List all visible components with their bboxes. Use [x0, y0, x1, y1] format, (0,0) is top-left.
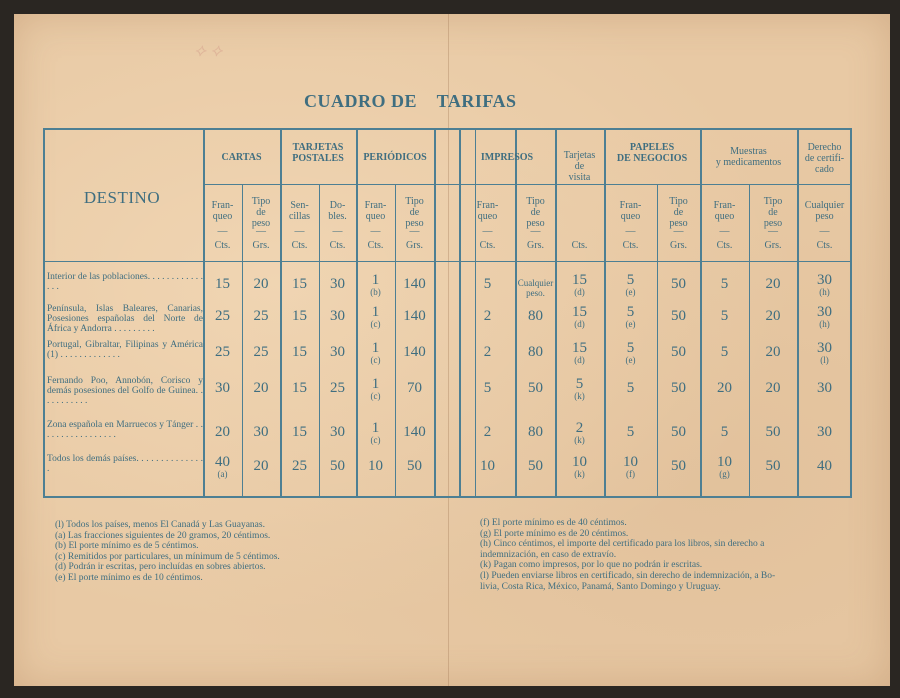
table-cell-value: 30 [330, 424, 345, 440]
subheader-dash: — [370, 226, 381, 237]
subheader-dash: — [719, 226, 730, 237]
subheader-label [395, 196, 434, 229]
column-rule [434, 128, 436, 498]
table-cell-value: Cualquier peso. [517, 278, 554, 298]
table-cell-note: (d) [574, 287, 585, 297]
table-cell-value: 140 [403, 424, 426, 440]
table-cell-note: (e) [625, 287, 636, 297]
table-cell-note: (k) [574, 469, 585, 479]
table-cell-value: 10 [623, 454, 638, 470]
header-impresos-line: IMPRESOS [480, 152, 534, 163]
header-tarjetas-postales-line: POSTALES [292, 153, 344, 164]
header-papeles [604, 142, 700, 164]
subheader-unit: Cts. [571, 240, 588, 251]
table-cell-value: 30 [817, 424, 832, 440]
subheader-dash: — [673, 226, 684, 237]
footnote-line: indemnización, en caso de extravío. [480, 549, 617, 560]
subheader-label-line: queo [477, 211, 498, 222]
subheader-unit: Cts. [329, 240, 346, 251]
header-tarjetas-visita-line: visita [568, 172, 591, 183]
row-label: Todos los demás países. . . . . . . . . . . . . . . [47, 454, 203, 474]
subheader-unit: Cts. [479, 240, 496, 251]
header-cartas [203, 152, 280, 163]
table-cell-value: 40 [215, 454, 230, 470]
subheader-label-line: de [768, 207, 778, 218]
header-papeles-line: DE NEGOCIOS [616, 153, 688, 164]
subheader-unit: Grs. [252, 240, 270, 251]
subheader-dash: — [294, 226, 305, 237]
subheader-label-line: Sen- [290, 200, 309, 211]
footnotes-right [480, 518, 775, 592]
footnote-line: (h) Cinco céntimos, el importe del certificado para los libros, sin derecho a [480, 539, 765, 550]
table-cell-note: (c) [370, 355, 381, 365]
subheader-label [242, 196, 280, 229]
table-cell-value: 140 [403, 276, 426, 292]
table-cell-note: (k) [574, 391, 585, 401]
table-left-rule [43, 128, 45, 498]
subheader-unit: Cts. [214, 240, 231, 251]
footnote-line: (b) El porte mínimo es de 5 céntimos. [55, 541, 199, 552]
table-cell-value: 10 [480, 458, 495, 474]
table-cell-value: 30 [330, 308, 345, 324]
subheader-label [657, 196, 700, 229]
table-cell-note: (c) [370, 435, 381, 445]
table-cell-value: 5 [626, 380, 635, 396]
header-muestras [700, 146, 797, 168]
subheader-label-line: queo [714, 211, 735, 222]
header-tarjetas-visita [555, 150, 604, 183]
table-cell-value: 20 [253, 276, 269, 292]
table-cell-value: 10 [368, 458, 383, 474]
table-cell-value: 25 [292, 458, 307, 474]
subheader-label-line: Tipo [526, 196, 545, 207]
table-cell-note: (l) [820, 355, 829, 365]
table-cell-value: 50 [671, 380, 686, 396]
header-certificado-line: de certifi- [804, 153, 845, 164]
header-tarjetas-visita-line: Tarjetas [563, 150, 596, 161]
row-label: Zona española en Marruecos y Tánger . . . . . . . . . . . . . . . . . [47, 420, 203, 440]
subheader-dash: — [530, 226, 541, 237]
tariff-table [43, 128, 852, 498]
table-cell-value: 20 [765, 276, 781, 292]
header-tarjetas-postales-line: TARJETAS [292, 142, 344, 153]
table-cell-note: (b) [370, 287, 381, 297]
subheader-label-line: peso [251, 218, 271, 229]
subheader-label-line: queo [620, 211, 641, 222]
table-cell-value: 50 [765, 458, 781, 474]
table-cell-value: 2 [483, 308, 492, 324]
table-cell-value: 1 [371, 420, 380, 436]
table-cell-value: 50 [528, 380, 543, 396]
subheader-label-line: cillas [288, 211, 311, 222]
table-cell-value: 30 [253, 424, 269, 440]
row-label: Fernando Poo, Annobón, Corisco y demás posesiones del Golfo de Guinea. . . . . . . . . . . [47, 376, 203, 406]
subheader-unit: Cts. [622, 240, 639, 251]
subheader-label-line: Fran- [713, 200, 736, 211]
table-cell-value: 20 [717, 380, 732, 396]
subheader-label-line: de [530, 207, 541, 218]
table-cell-value: 50 [671, 276, 686, 292]
table-cell-value: 5 [720, 424, 729, 440]
table-cell-value: 15 [292, 380, 307, 396]
header-impresos [459, 152, 555, 163]
table-cell-value: 50 [671, 458, 686, 474]
subheader-label-line: queo [365, 211, 386, 222]
table-cell-note: (h) [819, 287, 830, 297]
subheader-label [203, 200, 242, 222]
header-rule [203, 184, 850, 185]
footnote-line: (l) Todos los países, menos El Canadá y Las Guayanas. [55, 520, 265, 530]
subheader-label-line: queo [212, 211, 233, 222]
table-cell-value: 20 [765, 380, 781, 396]
subheader-unit: Cts. [291, 240, 308, 251]
footnote-line: livia, Costa Rica, México, Panamá, Santo Domingo y Uruguay. [480, 581, 721, 592]
subheader-unit: Grs. [764, 240, 782, 251]
table-cell-value: 1 [371, 304, 380, 320]
header-papeles-line: PAPELES [629, 142, 675, 153]
table-cell-note: (c) [370, 319, 381, 329]
subheader-label-line: Cualquier [804, 200, 845, 211]
header-tarjetas-visita-line: de [574, 161, 585, 172]
table-cell-note: (a) [217, 469, 228, 479]
table-cell-value: 5 [483, 380, 492, 396]
table-cell-value: 5 [626, 340, 635, 356]
subheader-label [516, 196, 555, 229]
table-cell-value: 30 [330, 276, 345, 292]
table-cell-value: 1 [371, 376, 380, 392]
subheader-label-line: peso [526, 218, 545, 229]
subheader-label [700, 200, 749, 222]
table-cell-note: (k) [574, 435, 585, 445]
subheader-dash: — [409, 226, 420, 237]
table-cell-value: 30 [817, 304, 832, 320]
footnote-line: (l) Pueden enviarse libros en certificado, sin derecho de indemnización, a Bo- [480, 570, 776, 581]
table-cell-value: 50 [671, 308, 686, 324]
subheader-label-line: Do- [329, 200, 346, 211]
table-cell-value: 5 [483, 276, 492, 292]
table-cell-value: 30 [817, 272, 832, 288]
table-cell-value: 140 [403, 344, 426, 360]
table-cell-value: 15 [292, 308, 307, 324]
subheader-label-line: bles. [328, 211, 347, 222]
table-cell-value: 20 [765, 344, 781, 360]
table-cell-value: 15 [292, 344, 307, 360]
table-cell-value: 80 [528, 344, 543, 360]
table-cell-note: (d) [574, 319, 585, 329]
table-cell-value: 5 [575, 376, 584, 392]
subheader-dash: — [256, 226, 266, 237]
table-cell-value: 50 [671, 344, 686, 360]
subheader-dash: — [482, 226, 493, 237]
subheader-unit: Cts. [716, 240, 733, 251]
table-cell-value: 140 [403, 308, 426, 324]
table-cell-value: 1 [371, 340, 380, 356]
subheader-label [319, 200, 356, 222]
table-cell-value: 30 [817, 340, 832, 356]
table-cell-note: (h) [819, 319, 830, 329]
table-cell-value: 5 [720, 344, 729, 360]
subheader-label-line: Tipo [763, 196, 783, 207]
table-cell-value: 10 [717, 454, 732, 470]
faded-stamp: ⟡ ⟡ [194, 40, 223, 60]
table-cell-note: (c) [370, 391, 381, 401]
table-cell-value: 20 [253, 458, 269, 474]
subheader-label [749, 196, 797, 229]
page-title: CUADRO DE TARIFAS [304, 91, 517, 111]
header-periodicos-line: PERIÓDICOS [363, 152, 427, 163]
header-periodicos [356, 152, 434, 163]
table-cell-value: 15 [572, 272, 587, 288]
table-cell-value: 20 [765, 308, 781, 324]
header-muestras-line: y medicamentos [715, 157, 782, 168]
table-cell-value: 50 [407, 458, 422, 474]
subheader-label-line: de [409, 207, 420, 218]
table-cell-value: 5 [626, 304, 635, 320]
table-cell-value: 5 [626, 272, 635, 288]
table-cell-value: 10 [572, 454, 587, 470]
footnote-line: (g) El porte mínimo es de 20 céntimos. [480, 528, 629, 539]
table-cell-value: 2 [483, 424, 492, 440]
table-cell-value: 40 [817, 458, 832, 474]
header-certificado [797, 142, 852, 175]
table-cell-value: 20 [215, 424, 230, 440]
subheader-label-line: Tipo [669, 196, 688, 207]
footnote-line: (d) Podrán ir escritas, pero incluídas en sobres abiertos. [55, 562, 266, 573]
subheader-unit: Cts. [816, 240, 833, 251]
table-cell-value: 20 [253, 380, 269, 396]
destino-header: DESTINO [83, 188, 161, 207]
subheader-label [356, 200, 395, 222]
subheader-label-line: Tipo [405, 196, 424, 207]
subheader-unit: Grs. [670, 240, 687, 251]
table-cell-value: 80 [528, 308, 543, 324]
subheader-rule [43, 261, 852, 262]
footnote-line: (k) Pagan como impresos, por lo que no podrán ir escritas. [480, 560, 703, 571]
subheader-label-line: Fran- [364, 200, 387, 211]
table-top-rule [43, 128, 852, 130]
subheader-label-line: Fran- [211, 200, 234, 211]
subheader-dash: — [819, 226, 830, 237]
table-cell-value: 25 [330, 380, 345, 396]
table-cell-value: 5 [720, 276, 729, 292]
header-cartas-line: CARTAS [221, 152, 262, 163]
table-cell-value: 25 [215, 308, 230, 324]
subheader-unit: Grs. [527, 240, 544, 251]
table-cell-note: (d) [574, 355, 585, 365]
table-cell-value: 15 [292, 276, 307, 292]
subheader-label [459, 200, 516, 222]
subheader-label-line: peso [669, 218, 688, 229]
table-cell-value: 30 [817, 380, 832, 396]
table-cell-value: 50 [671, 424, 686, 440]
subheader-label-line: peso [815, 211, 834, 222]
table-cell-value: 80 [528, 424, 543, 440]
subheader-unit: Grs. [406, 240, 423, 251]
table-bottom-rule [43, 496, 852, 498]
table-cell-value: 25 [253, 308, 269, 324]
table-cell-value: 5 [626, 424, 635, 440]
footnote-line: (c) Remitidos por particulares, un mínimum de 5 céntimos. [55, 551, 280, 562]
table-cell-value: 2 [483, 344, 492, 360]
subheader-label-line: de [673, 207, 684, 218]
subheader-label-line: de [256, 207, 266, 218]
header-tarjetas-postales [280, 142, 356, 164]
table-cell-note: (f) [626, 469, 635, 479]
subheader-label-line: Fran- [619, 200, 642, 211]
subheader-label [280, 200, 319, 222]
table-cell-value: 15 [572, 304, 587, 320]
subheader-label [604, 200, 657, 222]
row-label: Portugal, Gibraltar, Filipinas y América (1) . . . . . . . . . . . . . [47, 340, 203, 360]
table-cell-value: 50 [528, 458, 543, 474]
table-cell-value: 50 [765, 424, 781, 440]
header-certificado-line: Derecho [807, 142, 842, 153]
table-cell-value: 25 [253, 344, 269, 360]
table-cell-value: 50 [330, 458, 345, 474]
subheader-label-line: Tipo [251, 196, 271, 207]
footnote-line: (f) El porte mínimo es de 40 céntimos. [480, 518, 627, 528]
row-label: Península, Islas Baleares, Canarias, Posesiones españolas del Norte de África y Andorra . . . . . . . . . [47, 304, 203, 334]
table-cell-note: (e) [625, 319, 636, 329]
footnote-line: (e) El porte mínimo es de 10 céntimos. [55, 572, 203, 583]
header-certificado-line: cado [815, 164, 834, 175]
table-cell-value: 15 [292, 424, 307, 440]
subheader-label-line: peso [405, 218, 424, 229]
subheader-unit: Cts. [367, 240, 384, 251]
table-cell-value: 30 [330, 344, 345, 360]
table-cell-note: (g) [719, 469, 730, 479]
subheader-dash: — [217, 226, 228, 237]
subheader-label-line: peso [763, 218, 783, 229]
subheader-label-line: Fran- [476, 200, 499, 211]
footnotes-left [55, 520, 280, 584]
subheader-dash: — [332, 226, 343, 237]
table-cell-value: 70 [407, 380, 422, 396]
table-cell-value: 30 [215, 380, 230, 396]
table-cell-note: (e) [625, 355, 636, 365]
footnote-line: (a) Las fracciones siguientes de 20 gramos, 20 céntimos. [55, 530, 271, 541]
table-cell-value: 1 [371, 272, 380, 288]
table-cell-value: 25 [215, 344, 230, 360]
header-muestras-line: Muestras [730, 146, 767, 157]
table-cell-value: 15 [572, 340, 587, 356]
subheader-dash: — [768, 226, 778, 237]
table-cell-value: 5 [720, 308, 729, 324]
table-cell-value: 2 [575, 420, 584, 436]
subheader-label [797, 200, 852, 222]
table-cell-value: 15 [215, 276, 230, 292]
subheader-dash: — [625, 226, 636, 237]
row-label: Interior de las poblaciones. . . . . . . . . . . . . . . [47, 272, 203, 292]
